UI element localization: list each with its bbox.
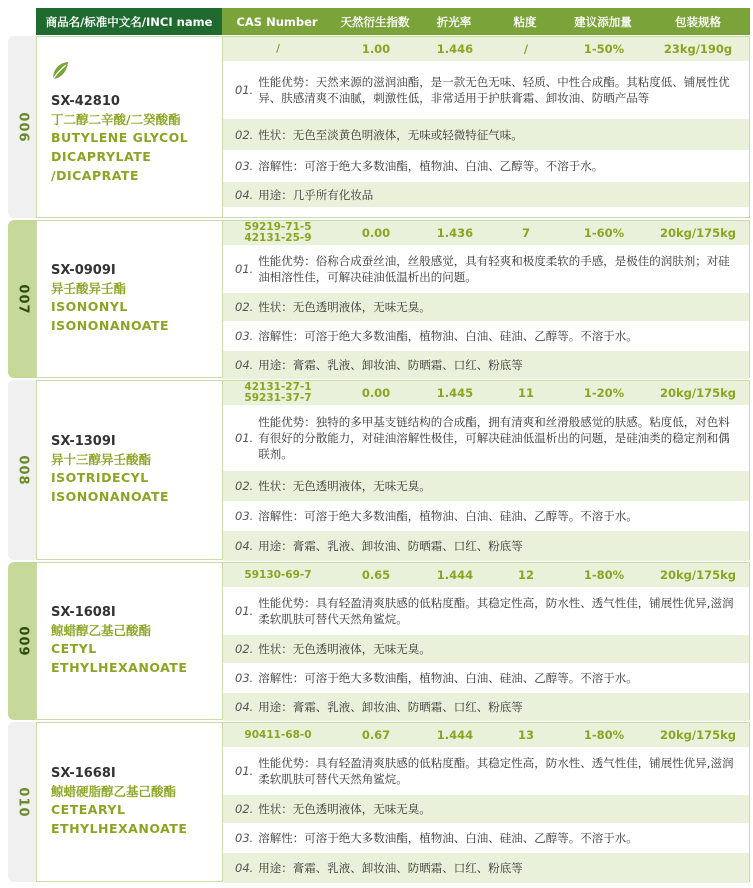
product-card [36,36,750,218]
product-tab-number: 008 [15,454,31,486]
product-tab [8,220,38,378]
spec-dosage: 1-60% [583,226,625,240]
info-text: 溶解性：可溶于绝大多数油酯，植物油、白油、硅油、乙醇等。不溶于水。 [258,671,638,685]
info-text: 性能优势：独特的多甲基支链结构的合成酯，拥有清爽和丝滑般感觉的肤感。粘度低，对色料有很好的分散能力，对硅油溶解性极佳，可解决硅油低温析出的问题，是硅油类的稳定剂和偶联剂。 [258,415,730,461]
product-inci-name-line: ISONONANOATE [51,489,170,504]
info-row [223,635,749,663]
cas-number: 42131-25-9 [244,232,312,244]
product-inci-name-line: CETYL [51,641,97,656]
info-number: 04. [235,700,254,714]
info-row [223,119,749,150]
spec-viscosity: 7 [521,226,530,240]
spec-packaging: 20kg/175kg [660,386,736,400]
spec-refractive-index: 1.444 [436,568,474,582]
info-text: 性能优势：具有轻盈清爽肤感的低粘度酯。其稳定性高，防水性、透气性佳，铺展性优异,滋润柔软肌肤可替代天然角鲨烷。 [258,756,734,786]
cas-number: 90411-68-0 [244,728,312,741]
info-text: 溶解性：可溶于绝大多数油酯，植物油、白油、硅油、乙醇等。不溶于水。 [258,509,638,523]
spec-natural-index: 1.00 [361,42,391,56]
product-tab-number: 009 [15,625,31,657]
product-name-box [37,723,223,881]
info-text: 性能优势：俗称合成蚕丝油，丝般感觉，具有轻爽和极度柔软的手感，是极佳的润肤剂；对硅油相溶性佳，可解决硅油低温析出的问题。 [258,254,730,284]
product-inci-name-line: ISONONANOATE [51,318,170,333]
product-code: SX-1668I [51,766,116,781]
info-number: 01. [235,262,254,276]
product-tab-number: 010 [15,786,31,818]
spec-row [223,563,749,587]
info-row [223,471,749,501]
info-number: 01. [235,431,254,445]
info-number: 02. [235,127,254,142]
spec-cas [223,381,333,405]
header-packaging: 包装规格 [675,14,721,29]
spec-natural-index: 0.67 [361,728,391,742]
spec-viscosity: 11 [517,386,534,400]
info-row [223,293,749,321]
product-inci-name-line: BUTYLENE GLYCOL [51,129,189,145]
product-details [223,37,749,217]
product-tab [8,722,38,882]
info-row [223,587,749,635]
info-text: 溶解性：可溶于绝大多数油酯，植物油、白油、硅油、乙醇等。不溶于水。 [258,329,638,343]
spec-row [223,221,749,245]
info-number: 03. [235,509,254,523]
info-text: 性状：无色透明液体，无味无臭。 [258,300,431,314]
header-refractive-index: 折光率 [436,14,472,29]
spec-cas [223,563,333,587]
spec-dosage: 1-80% [583,728,625,742]
info-number: 04. [235,187,254,202]
info-row [223,853,749,883]
info-row [223,182,749,207]
info-row [223,531,749,561]
product-code: SX-1309I [51,434,116,449]
product-tab-number: 007 [15,283,31,315]
product-inci-name-line: ISOTRIDECYL [51,470,149,485]
info-number: 04. [235,358,254,372]
spec-packaging: 20kg/175kg [660,226,736,240]
spec-natural-index: 0.00 [361,386,391,400]
product-chinese-name: 鲸蜡醇乙基己酸酯 [51,623,152,638]
info-row [223,321,749,351]
info-row [223,150,749,182]
product-chinese-name: 丁二醇二辛酸/二癸酸酯 [51,111,181,127]
product-code: SX-42810 [51,93,120,109]
spec-cas [223,723,333,747]
product-card [36,722,750,882]
info-number: 01. [235,604,254,618]
cas-number: 59231-37-7 [244,392,312,404]
product-code: SX-0909I [51,263,116,278]
info-text: 性能优势：具有轻盈清爽肤感的低粘度酯。其稳定性高，防水性、透气性佳，铺展性优异,滋润柔软肌肤可替代天然角鲨烷。 [258,596,734,626]
info-number: 01. [235,83,254,97]
info-text: 溶解性：可溶于绝大多数油酯，植物油、白油、乙醇等。不溶于水。 [258,159,604,173]
product-chinese-name: 鲸蜡硬脂醇乙基己酸酯 [51,784,177,799]
product-details [223,381,749,559]
spec-viscosity: 12 [517,568,534,582]
product-details [223,563,749,719]
info-row [223,823,749,853]
product-inci-name-line: CETEARYL [51,802,126,817]
product-details [223,221,749,377]
info-number: 03. [235,831,254,845]
header-cas: CAS Number [236,14,318,29]
product-inci-name-line: ISONONYL [51,299,128,314]
product-tab [8,36,38,218]
spec-row [223,37,749,61]
product-inci-name-line: ETHYLHEXANOATE [51,660,188,675]
info-number: 01. [235,764,254,778]
product-card [36,220,750,378]
info-row [223,693,749,721]
info-text: 性状：无色透明液体，无味无臭。 [258,802,431,816]
info-text: 性状：无色透明液体，无味无臭。 [258,479,431,493]
info-text: 用途：膏霜、乳液、卸妆油、防晒霜、口红、粉底等 [258,700,523,714]
spec-packaging: 23kg/190g [663,42,733,56]
info-text: 用途：膏霜、乳液、卸妆油、防晒霜、口红、粉底等 [258,861,523,875]
info-row [223,245,749,293]
info-row [223,405,749,471]
product-chinese-name: 异十三醇异壬酸酯 [51,452,152,467]
info-number: 04. [235,539,254,553]
product-card [36,562,750,720]
info-text: 性状：无色至淡黄色明液体，无味或轻微特征气味。 [258,127,523,142]
spec-dosage: 1-20% [583,386,625,400]
spec-refractive-index: 1.445 [436,386,474,400]
spec-packaging: 20kg/175kg [660,728,736,742]
header-dosage: 建议添加量 [574,14,632,29]
spec-viscosity: / [523,42,529,56]
spec-cas [223,221,333,245]
info-text: 性能优势：天然来源的滋润油酯，是一款无色无味、轻质、中性合成酯。其粘度低、铺展性优异、肤感清爽不油腻，刺激性低，非常适用于护肤膏霜、卸妆油、防晒产品等 [258,75,730,105]
product-tab [8,562,38,720]
product-name-box [37,221,223,377]
spec-row [223,723,749,747]
spec-viscosity: 13 [517,728,534,742]
info-number: 03. [235,329,254,343]
header-viscosity: 粘度 [513,14,537,29]
info-row [223,61,749,119]
product-inci-name-line: DICAPRYLATE [51,148,152,164]
product-name-box [37,381,223,559]
product-tab [8,380,38,560]
spec-cas [223,37,333,61]
info-row [223,747,749,795]
cas-number: / [276,42,280,55]
product-chinese-name: 异壬酸异壬酯 [51,281,127,296]
table-header [36,8,750,35]
spec-natural-index: 0.00 [361,226,391,240]
info-text: 性状：无色透明液体，无味无臭。 [258,642,431,656]
cas-number: 59130-69-7 [244,568,312,581]
product-block [8,380,750,560]
product-name-box [37,563,223,719]
spec-refractive-index: 1.444 [436,728,474,742]
spec-refractive-index: 1.446 [436,42,474,56]
product-code: SX-1608I [51,605,116,620]
leaf-icon [51,61,69,81]
product-block [8,36,750,218]
info-number: 03. [235,671,254,685]
spec-natural-index: 0.65 [361,568,391,582]
cas-number: 42131-27-1 [244,381,312,393]
info-row [223,795,749,823]
info-number: 02. [235,802,254,816]
info-number: 02. [235,642,254,656]
product-name-box [37,37,223,217]
info-number: 03. [235,159,254,173]
product-inci-name-line: ETHYLHEXANOATE [51,821,188,836]
info-text: 用途：膏霜、乳液、卸妆油、防晒霜、口红、粉底等 [258,358,523,372]
product-details [223,723,749,881]
info-number: 02. [235,479,254,493]
info-row [223,663,749,693]
cas-number: 59219-71-5 [244,221,312,233]
product-block [8,220,750,378]
info-number: 02. [235,300,254,314]
info-text: 用途：膏霜、乳液、卸妆油、防晒霜、口红、粉底等 [258,539,523,553]
info-row [223,501,749,531]
product-tab-number: 006 [15,111,31,143]
header-name-column: 商品名/标准中文名/INCI name [36,8,222,35]
product-block [8,562,750,720]
product-block [8,722,750,882]
product-inci-name-line: /DICAPRATE [51,167,139,183]
header-natural-index: 天然衍生指数 [340,14,410,29]
spec-refractive-index: 1.436 [436,226,474,240]
info-text: 溶解性：可溶于绝大多数油酯，植物油、白油、硅油、乙醇等。不溶于水。 [258,831,638,845]
spec-dosage: 1-50% [583,42,625,56]
info-row [223,351,749,379]
spec-row [223,381,749,405]
info-text: 用途：几乎所有化妆品 [258,187,374,202]
info-number: 04. [235,861,254,875]
spec-dosage: 1-80% [583,568,625,582]
product-card [36,380,750,560]
spec-packaging: 20kg/175kg [660,568,736,582]
